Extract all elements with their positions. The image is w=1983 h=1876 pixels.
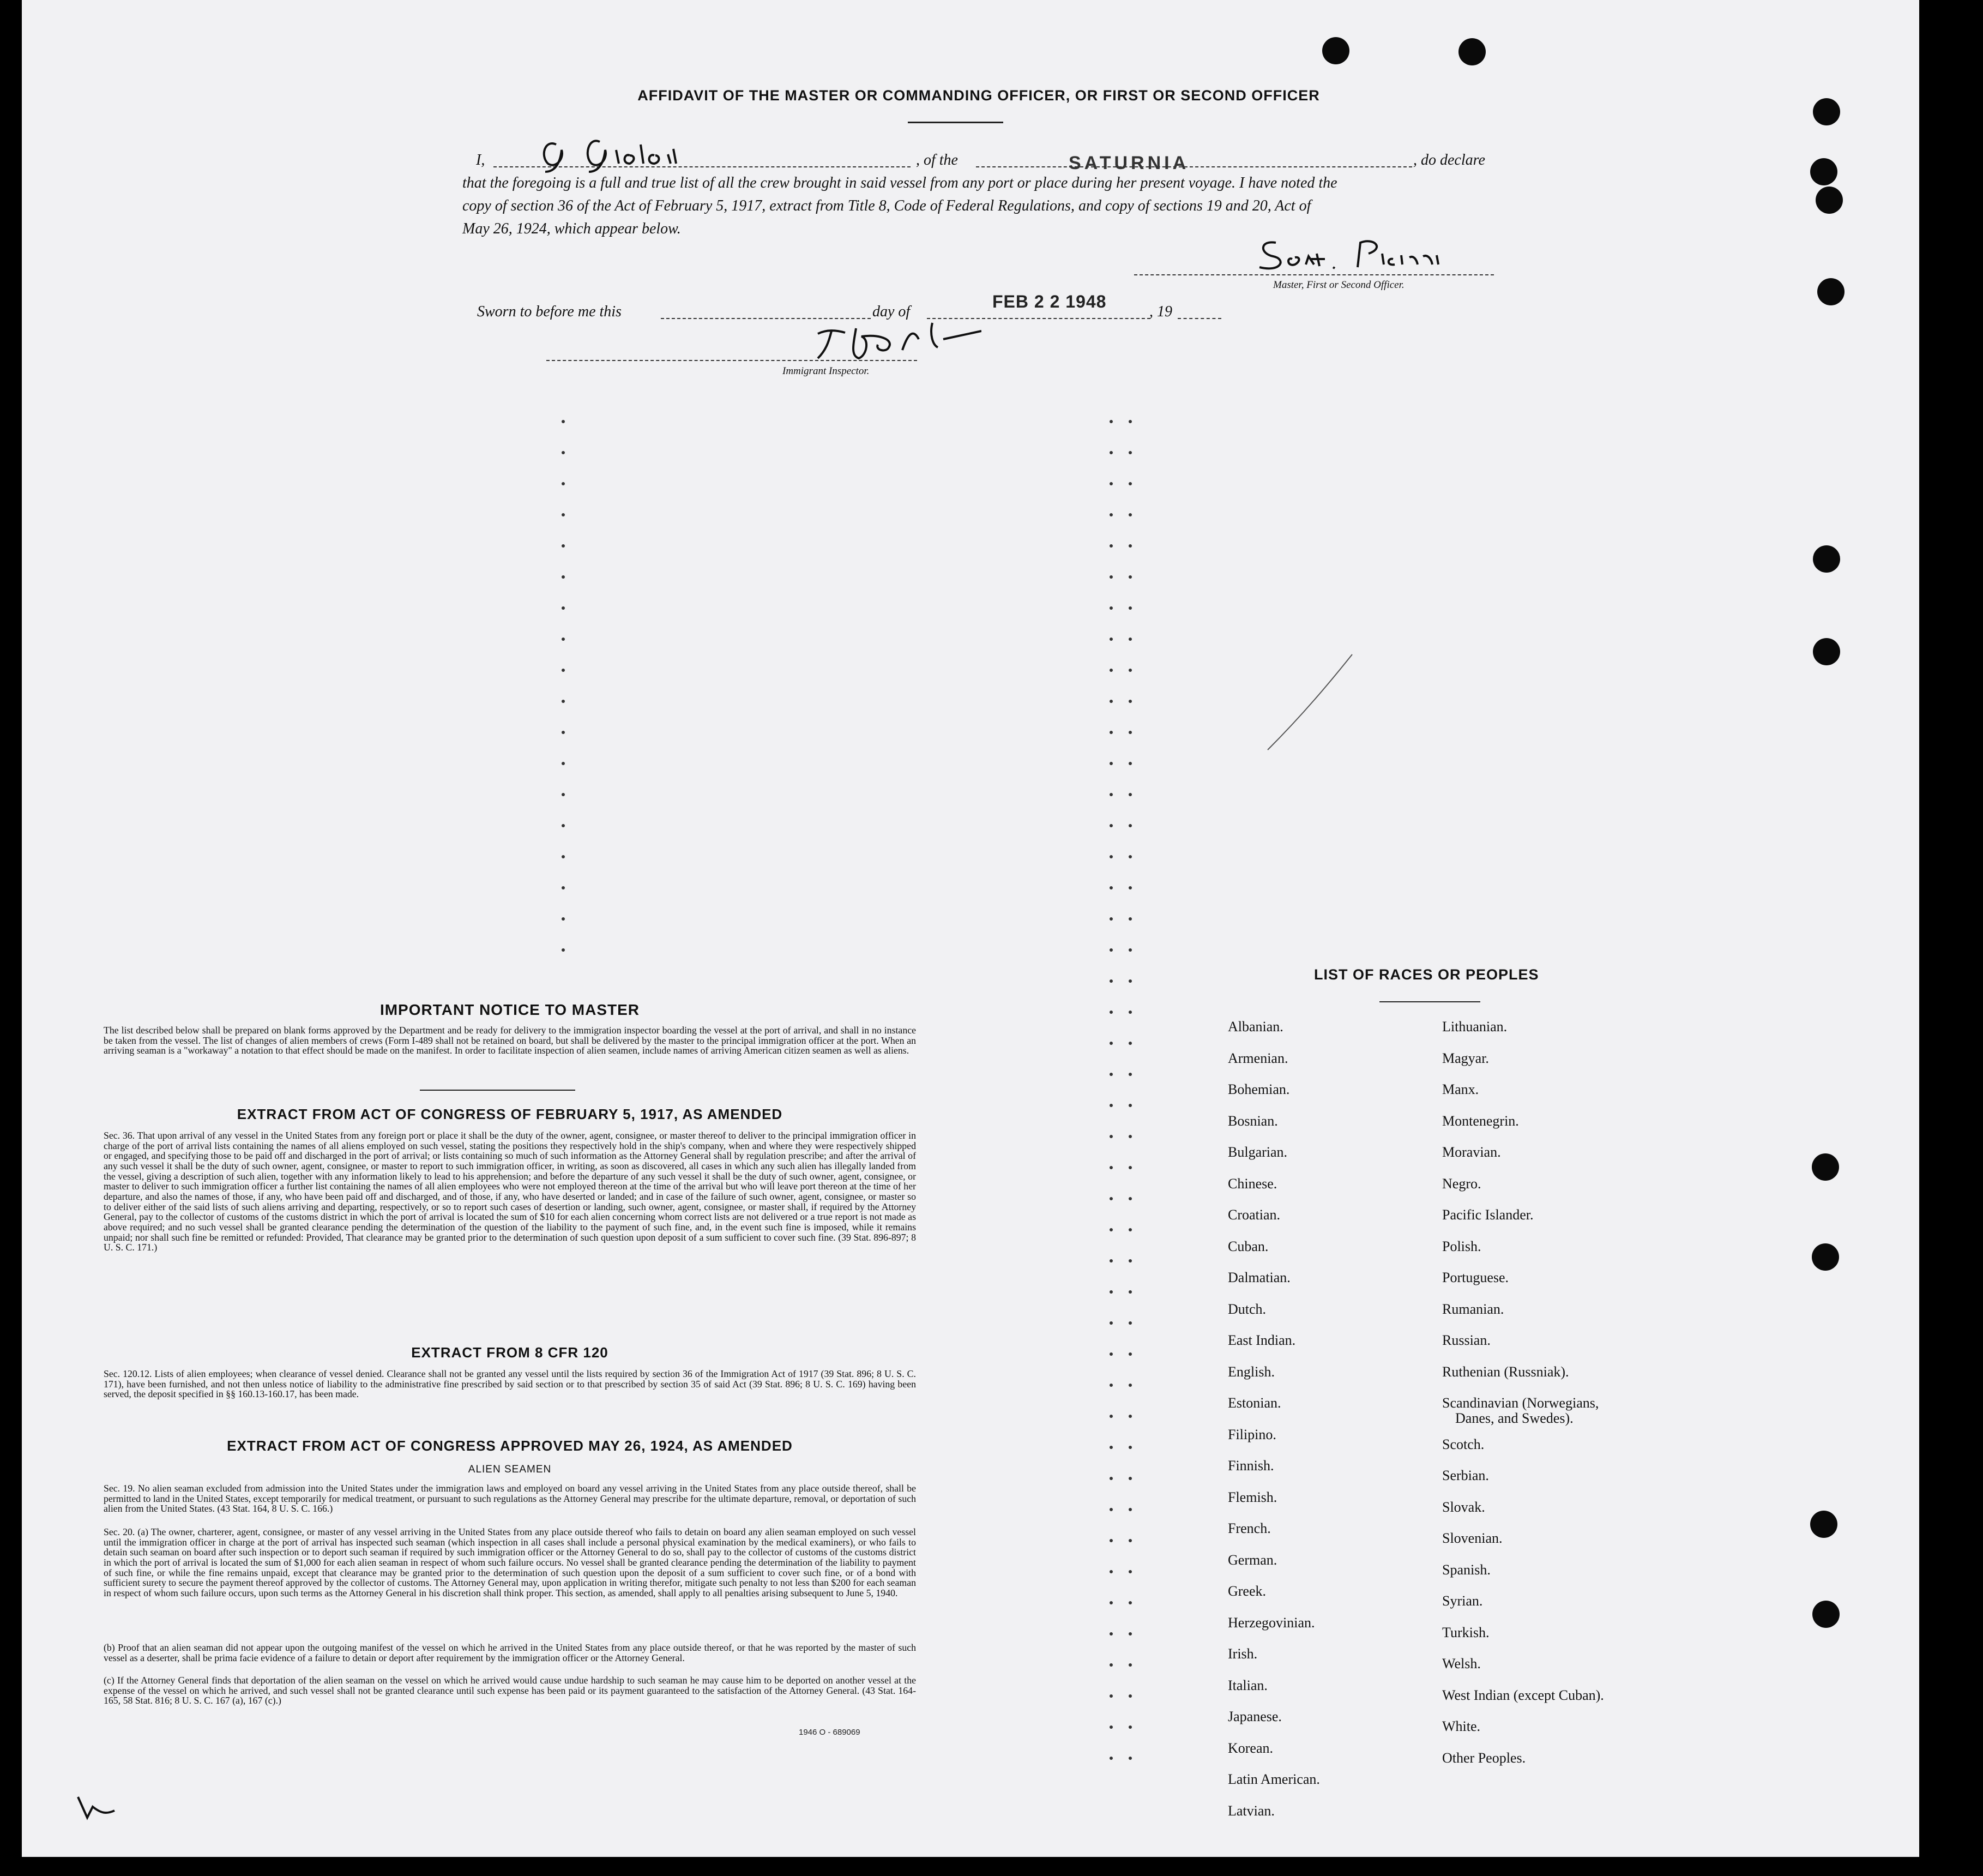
print-code: 1946 O - 689069 xyxy=(799,1728,860,1737)
race-item: Irish. xyxy=(1228,1646,1258,1662)
binder-hole xyxy=(1813,545,1840,573)
column-dot xyxy=(1110,513,1113,516)
column-dot xyxy=(1129,948,1132,952)
race-item: Dalmatian. xyxy=(1228,1270,1291,1285)
binder-hole xyxy=(1810,158,1837,185)
races-rule xyxy=(1379,1001,1480,1002)
column-dot xyxy=(1129,1694,1132,1698)
column-dot xyxy=(1110,1725,1113,1729)
column-dot xyxy=(1129,1446,1132,1449)
race-item: Latvian. xyxy=(1228,1802,1275,1819)
extract-1917-body: Sec. 36. That upon arrival of any vessel in the United States from any foreign port or place it shall be the duty of the owner, agent, consignee, or master thereof to deliver to the principal immigration officer in charge of the port of arrival lists containing the names of all aliens employed on such vessel, stating the positions they respectively hold in the ship's company, when and where they were respectively shipped or engaged, and specifying those to be paid off and discharged in the port of arrival; or lists containing so much of such information as the Attorney General shall by regulation prescribe; and after the arrival of any such vessel it shall be the duty of such owner, agent, consignee, or master to report to such immigration officer, in writing, as soon as discovered, all cases in which any such alien has illegally landed from the vessel, giving a description of such alien, together with any information likely to lead to his apprehension; and before the departure of any such vessel it shall be the duty of such owner, agent, consignee, or master to deliver to such immigration officer a further list containing the names of all alien employees who were not employed thereon at the time of the arrival but who will leave port thereon at the time of her departure, and also the names of those, if any, who have been paid off and discharged, and of those, if any, who have deserted or landed; and in case of the failure of such owner, agent, consignee, or master so to deliver either of the said lists of such aliens arriving and departing, respectively, or so to report such cases of desertion or landing, such owner, agent, consignee, or master shall, if required by the Attorney General, pay to the collector of customs of the customs district in which the port of arrival is located the sum of $10 for each alien concerning whom correct lists are not delivered or a true report is not made as above required; and no such vessel shall be granted clearance pending the determination of the question of the liability to the payment of such fine, and, in the event such fine is imposed, while it remains unpaid; nor shall such fine be remitted or refunded: Provided, That clearance may be granted prior to the determination of such question upon deposit of a sum sufficient to cover such fine. (39 Stat. 896-897; 8 U. S. C. 171.) xyxy=(104,1130,916,1253)
vessel-name-stamp: SATURNIA xyxy=(1069,153,1190,173)
i-label: I, xyxy=(476,152,485,169)
race-item: Pacific Islander. xyxy=(1442,1207,1534,1223)
column-dot xyxy=(1129,1042,1132,1045)
column-dot xyxy=(1110,1352,1113,1356)
race-item: Lithuanian. xyxy=(1442,1019,1508,1035)
column-dot xyxy=(1129,1757,1132,1760)
binder-hole xyxy=(1813,638,1840,665)
race-item: Slovenian. xyxy=(1442,1530,1503,1546)
column-dot xyxy=(1129,1477,1132,1480)
race-item: West Indian (except Cuban). xyxy=(1442,1687,1604,1703)
inspector-signature-line xyxy=(546,360,917,361)
column-dot xyxy=(1129,1352,1132,1356)
column-dot xyxy=(1129,451,1132,454)
column-dot xyxy=(1129,1415,1132,1418)
extract-1917-title: EXTRACT FROM ACT OF CONGRESS OF FEBRUARY 5, 1917, AS AMENDED xyxy=(237,1106,783,1122)
column-dot xyxy=(562,606,565,610)
race-item: Estonian. xyxy=(1228,1395,1281,1411)
column-dot xyxy=(1110,1508,1113,1511)
column-dot xyxy=(1110,731,1113,734)
column-dot xyxy=(1129,824,1132,827)
vessel-field-line xyxy=(976,166,1412,167)
race-item: Russian. xyxy=(1442,1332,1491,1348)
column-dot xyxy=(1110,886,1113,889)
column-dot xyxy=(1129,1228,1132,1231)
affidavit-line-2: that the foregoing is a full and true list of all the crew brought in said vessel from any port or place during her present voyage. I have noted the xyxy=(462,175,1337,191)
column-dot xyxy=(1129,1601,1132,1604)
race-item: White. xyxy=(1442,1718,1481,1734)
column-dot xyxy=(1129,731,1132,734)
day-of-label: day of xyxy=(872,303,911,320)
race-item: Filipino. xyxy=(1228,1426,1276,1442)
race-item: Bohemian. xyxy=(1228,1081,1290,1097)
officer-name-handwriting xyxy=(534,134,785,175)
race-item: Bosnian. xyxy=(1228,1113,1278,1129)
race-item: Croatian. xyxy=(1228,1207,1281,1223)
column-dot xyxy=(562,669,565,672)
column-dot xyxy=(1129,1663,1132,1667)
column-dot xyxy=(1129,700,1132,703)
race-item: Finnish. xyxy=(1228,1458,1274,1474)
column-dot xyxy=(1110,700,1113,703)
inspector-signature xyxy=(807,317,981,366)
page-number-mark xyxy=(74,1791,117,1824)
race-item: Welsh. xyxy=(1442,1656,1481,1671)
column-dot xyxy=(1129,575,1132,579)
master-signature xyxy=(1243,234,1461,278)
sec19-body: Sec. 19. No alien seaman excluded from admission into the United States under the immigration laws and employed on board any vessel arriving in the United States from any place outside thereof, shall be permitted to land in the United States, except temporarily for medical treatment, or pursuant to such regulations as the Attorney General may prescribe for the ultimate departure, removal, or deportation of such alien from the United States. (43 Stat. 164, 8 U. S. C. 166.) xyxy=(104,1483,916,1514)
column-dot xyxy=(1110,544,1113,548)
race-item: Moravian. xyxy=(1442,1144,1501,1160)
column-dot xyxy=(1110,793,1113,796)
column-dot xyxy=(1110,1042,1113,1045)
race-item: Manx. xyxy=(1442,1081,1479,1097)
binder-hole xyxy=(1812,1601,1840,1628)
column-dot xyxy=(1129,606,1132,610)
column-dot xyxy=(1110,1446,1113,1449)
races-column-2 xyxy=(1442,1019,1747,1815)
extract-1924-title: EXTRACT FROM ACT OF CONGRESS APPROVED MAY 26, 1924, AS AMENDED xyxy=(227,1438,793,1454)
column-dot xyxy=(1110,638,1113,641)
column-dot xyxy=(1129,1259,1132,1262)
column-dot xyxy=(1110,1415,1113,1418)
of-the-label: , of the xyxy=(916,152,958,169)
race-item: Dutch. xyxy=(1228,1301,1267,1317)
race-item: German. xyxy=(1228,1552,1277,1568)
column-dot xyxy=(1129,979,1132,983)
column-dot xyxy=(1110,1632,1113,1636)
column-dot xyxy=(562,948,565,952)
race-item: Japanese. xyxy=(1228,1709,1282,1724)
column-dot xyxy=(1129,855,1132,858)
binder-hole xyxy=(1813,98,1840,125)
notice-body: The list described below shall be prepared on blank forms approved by the Department and be ready for delivery to the immigration inspector boarding the vessel at the port of arrival, and shall in no instance be taken from the vessel. The list of changes of alien members of crews (Form I-489 shall not be retained on board, but shall be delivered by the master to the principal immigration officer at the port. When an arriving seaman is a "workaway" a notation to that effect should be made on the manifest. In order to facilitate inspection of alien seamen, include names of arriving American citizen seamen as well as aliens. xyxy=(104,1025,916,1056)
year-line xyxy=(1178,318,1221,319)
races-column-1 xyxy=(1228,1019,1435,1819)
sworn-label: Sworn to before me this xyxy=(477,303,622,320)
race-item: Portuguese. xyxy=(1442,1270,1509,1285)
race-item: Other Peoples. xyxy=(1442,1749,1526,1766)
race-item: Scandinavian (Norwegians, xyxy=(1442,1395,1599,1411)
race-item: Montenegrin. xyxy=(1442,1113,1519,1129)
inspector-caption: Immigrant Inspector. xyxy=(782,365,870,377)
column-dot xyxy=(1110,855,1113,858)
column-dot xyxy=(1129,1321,1132,1325)
column-dot xyxy=(1110,451,1113,454)
binder-hole xyxy=(1810,1511,1837,1538)
stray-pen-mark xyxy=(1259,649,1358,758)
master-signature-line xyxy=(1134,274,1494,275)
race-item: Albanian. xyxy=(1228,1019,1283,1035)
column-dot xyxy=(562,886,565,889)
column-dot xyxy=(1110,1384,1113,1387)
race-item: Polish. xyxy=(1442,1238,1481,1254)
column-dot xyxy=(1110,1321,1113,1325)
race-item: Herzegovinian. xyxy=(1228,1614,1315,1631)
column-dot xyxy=(1129,420,1132,423)
column-dot xyxy=(1129,886,1132,889)
column-dot xyxy=(1129,1073,1132,1076)
column-dot xyxy=(1110,1259,1113,1262)
column-dot xyxy=(1110,917,1113,921)
column-dot xyxy=(1110,1570,1113,1573)
column-dot xyxy=(1110,1228,1113,1231)
document-page xyxy=(22,0,1919,1857)
column-dot xyxy=(562,575,565,579)
column-dot xyxy=(1110,979,1113,983)
binder-hole xyxy=(1812,1153,1839,1181)
column-dot xyxy=(1110,1166,1113,1169)
column-dot xyxy=(562,544,565,548)
column-dot xyxy=(1110,1197,1113,1200)
extract-cfr-body: Sec. 120.12. Lists of alien employees; when clearance of vessel denied. Clearance shall not be granted any vessel until the lists required by section 36 of the Immigration Act of 1917 (39 Stat. 896; 8 U. S. C. 171), have been furnished, and not then unless notice of liability to the administrative fine prescribed by said section or to that prescribed by section 35 of said Act (39 Stat. 896; 8 U. S. C. 169) having been served, the deposit specified in §§ 160.13-160.17, has been made. xyxy=(104,1368,916,1400)
sec20c-body: (c) If the Attorney General finds that deportation of the alien seaman on the vessel on which he arrived would cause undue hardship to such seaman he may cause him to be deported on another vessel at the expense of the vessel on which he arrived, and such vessel shall not be granted clearance until such expense has been paid or its payment guaranteed to the satisfaction of the Attorney General. (43 Stat. 164-165, 58 Stat. 816; 8 U. S. C. 167 (a), 167 (c).) xyxy=(104,1675,916,1706)
column-dot xyxy=(1129,1135,1132,1138)
column-dot xyxy=(1110,482,1113,485)
column-dot xyxy=(1110,1757,1113,1760)
column-dot xyxy=(1110,1104,1113,1107)
race-item: Scotch. xyxy=(1442,1436,1485,1452)
column-dot xyxy=(562,700,565,703)
column-dot xyxy=(1110,1663,1113,1667)
notice-rule xyxy=(420,1090,575,1091)
binder-hole xyxy=(1458,38,1486,65)
column-dot xyxy=(1129,1508,1132,1511)
column-dot xyxy=(1129,1384,1132,1387)
column-dot xyxy=(1110,824,1113,827)
column-dot xyxy=(1129,917,1132,921)
column-dot xyxy=(562,451,565,454)
race-item: Chinese. xyxy=(1228,1175,1277,1192)
column-dot xyxy=(1129,1104,1132,1107)
column-dot xyxy=(562,824,565,827)
race-item: Spanish. xyxy=(1442,1561,1491,1578)
column-dot xyxy=(562,917,565,921)
column-dot xyxy=(1110,1135,1113,1138)
column-dot xyxy=(1129,762,1132,765)
column-dot xyxy=(1129,544,1132,548)
column-dot xyxy=(1110,575,1113,579)
affidavit-line-3: copy of section 36 of the Act of February 5, 1917, extract from Title 8, Code of Federal Regulations, and copy of sections 19 and 20, Act of xyxy=(462,197,1311,214)
column-dot xyxy=(1110,948,1113,952)
column-dot xyxy=(562,420,565,423)
race-item: Magyar. xyxy=(1442,1050,1489,1066)
race-item: Italian. xyxy=(1228,1677,1268,1693)
affidavit-title: AFFIDAVIT OF THE MASTER OR COMMANDING OFFICER, OR FIRST OR SECOND OFFICER xyxy=(637,87,1320,104)
column-dot xyxy=(1129,1197,1132,1200)
extract-cfr-title: EXTRACT FROM 8 CFR 120 xyxy=(411,1344,608,1361)
races-title: LIST OF RACES OR PEOPLES xyxy=(1314,966,1539,983)
race-item: Bulgarian. xyxy=(1228,1144,1288,1160)
sec20b-body: (b) Proof that an alien seaman did not appear upon the outgoing manifest of the vessel on which he arrived in the United States from any place outside thereof, or that he was reported by the master of such vessel as a deserter, shall be prima facie evidence of a failure to detain or deport after requirement by the immigration officer or the Attorney General. xyxy=(104,1642,916,1663)
column-dot xyxy=(562,482,565,485)
race-item: Rumanian. xyxy=(1442,1301,1504,1317)
alien-seamen-subtitle: ALIEN SEAMEN xyxy=(468,1464,552,1475)
race-item: Slovak. xyxy=(1442,1499,1485,1515)
sec20a-body: Sec. 20. (a) The owner, charterer, agent, consignee, or master of any vessel arriving in the United States from any place outside thereof who fails to detain on board any alien seaman employed on such vessel until the immigration officer in charge at the port of arrival has inspected such seaman (which inspection in all cases shall include a personal physical examination by the medical examiners), or who fails to detain such seaman on board after such inspection or to deport such seaman if required by such immigration officer or the Attorney General to do so, shall pay to the collector of customs of the customs district in which the port of arrival is located the sum of $1,000 for each alien seaman in respect of whom such failure occurs. No vessel shall be granted clearance pending the determination of the liability to payment of such fine, or while the fine remains unpaid, except that clearance may be granted prior to the determination of such question upon the deposit of a sum sufficient to cover such fine, or of a bond with sufficient surety to secure the payment thereof approved by the collector of customs. The Attorney General may, upon application in writing therefor, mitigate such penalty to not less than $200 for each seaman in respect of whom such failure occurs, upon such terms as the Attorney General in his discretion shall think proper. This section, as amended, shall apply to all penalties arising subsequent to June 5, 1940. xyxy=(104,1526,916,1599)
column-dot xyxy=(562,793,565,796)
race-item: Turkish. xyxy=(1442,1624,1490,1640)
column-dot xyxy=(1110,1601,1113,1604)
title-rule xyxy=(908,122,1003,123)
race-item-continued: Danes, and Swedes). xyxy=(1455,1410,1574,1426)
date-stamp: FEB 2 2 1948 xyxy=(992,292,1107,311)
column-dot xyxy=(562,762,565,765)
binder-hole xyxy=(1812,1243,1839,1271)
binder-hole xyxy=(1322,37,1349,64)
column-dot xyxy=(1110,1011,1113,1014)
column-dot xyxy=(1129,1166,1132,1169)
column-dot xyxy=(1129,793,1132,796)
column-dot xyxy=(1110,1073,1113,1076)
column-dot xyxy=(1110,420,1113,423)
notice-title: IMPORTANT NOTICE TO MASTER xyxy=(379,1001,640,1018)
race-item: East Indian. xyxy=(1228,1332,1296,1348)
master-caption: Master, First or Second Officer. xyxy=(1273,279,1405,291)
race-item: Cuban. xyxy=(1228,1238,1269,1254)
race-item: Ruthenian (Russniak). xyxy=(1442,1363,1569,1380)
race-item: Armenian. xyxy=(1228,1050,1288,1066)
column-dot xyxy=(1110,762,1113,765)
binder-hole xyxy=(1816,187,1843,214)
column-dot xyxy=(1129,1632,1132,1636)
column-dot xyxy=(1110,1290,1113,1294)
binder-hole xyxy=(1817,278,1845,305)
race-item: Syrian. xyxy=(1442,1593,1483,1609)
do-declare-label: , do declare xyxy=(1413,152,1485,169)
column-dot xyxy=(1110,1694,1113,1698)
column-dot xyxy=(1129,638,1132,641)
race-item: Negro. xyxy=(1442,1175,1481,1192)
race-item: Serbian. xyxy=(1442,1468,1489,1483)
race-item: French. xyxy=(1228,1520,1271,1536)
race-item: Korean. xyxy=(1228,1740,1274,1756)
race-item: Latin American. xyxy=(1228,1771,1320,1787)
race-item: Flemish. xyxy=(1228,1489,1277,1505)
column-dot xyxy=(1110,1539,1113,1542)
affidavit-line-4: May 26, 1924, which appear below. xyxy=(462,220,681,237)
column-dot xyxy=(1129,1539,1132,1542)
column-dot xyxy=(1110,669,1113,672)
column-dot xyxy=(1110,606,1113,610)
column-dot xyxy=(1129,1570,1132,1573)
race-item: English. xyxy=(1228,1363,1275,1380)
column-dot xyxy=(1129,1290,1132,1294)
column-dot xyxy=(1110,1477,1113,1480)
column-dot xyxy=(562,855,565,858)
column-dot xyxy=(1129,513,1132,516)
column-dot xyxy=(1129,1011,1132,1014)
column-dot xyxy=(562,731,565,734)
column-dot xyxy=(1129,669,1132,672)
year-prefix: , 19 xyxy=(1149,303,1172,320)
column-dot xyxy=(1129,1725,1132,1729)
column-dot xyxy=(562,638,565,641)
column-dot xyxy=(1129,482,1132,485)
column-dot xyxy=(562,513,565,516)
race-item: Greek. xyxy=(1228,1583,1267,1599)
